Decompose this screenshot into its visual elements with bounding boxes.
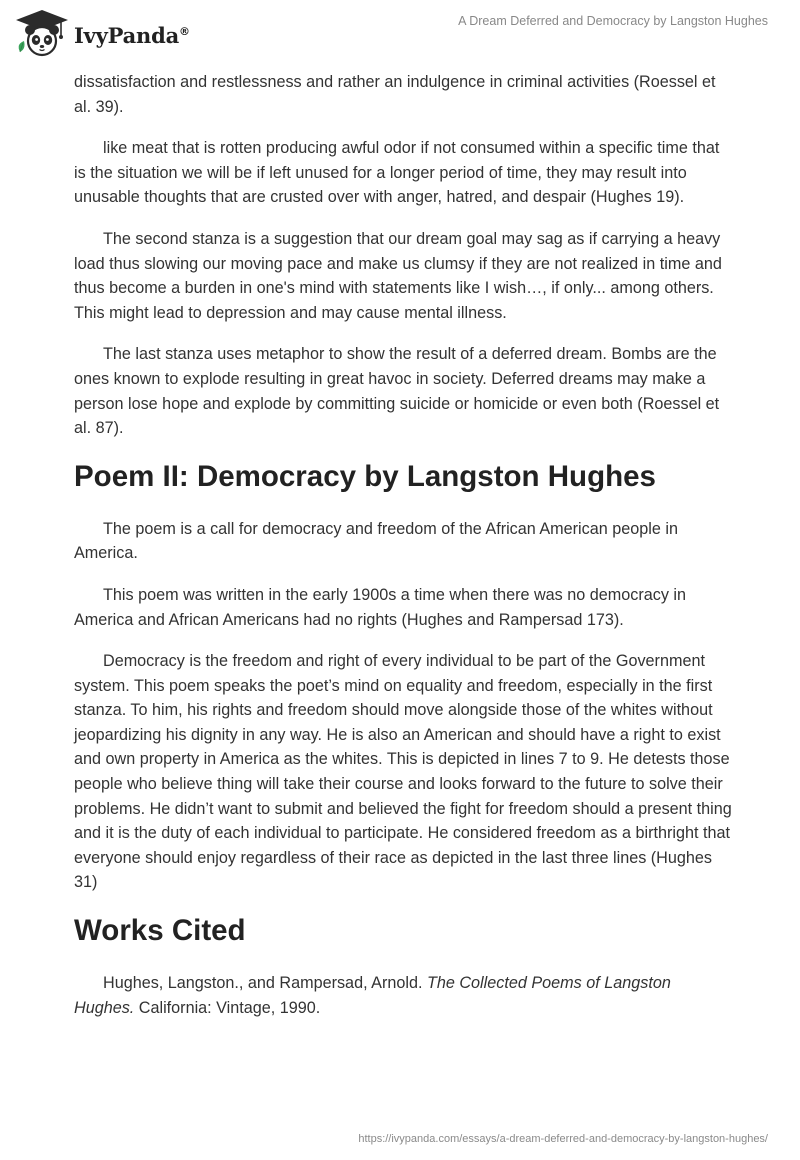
section-heading-works-cited: Works Cited xyxy=(74,914,246,948)
essay-content xyxy=(74,70,734,1037)
citation-title: The Collected Poems of Langston Hughes. xyxy=(74,974,671,1017)
brand-name: IvyPanda® xyxy=(74,22,190,48)
page-header xyxy=(0,0,800,70)
document-title: A Dream Deferred and Democracy by Langston Hughes xyxy=(458,14,768,28)
paragraph: The second stanza is a suggestion that our dream goal may sag as if carrying a heavy load thus slowing our moving pace and make us clumsy if they are not realized in time and thus become a burden in one's mind with statements like I wish…, if only... among others. This might lead to depression and may cause mental illness. xyxy=(74,229,722,322)
paragraph: The poem is a call for democracy and freedom of the African American people in America. xyxy=(74,519,678,563)
source-url[interactable]: https://ivypanda.com/essays/a-dream-deferred-and-democracy-by-langston-hughes/ xyxy=(358,1133,768,1145)
paragraph: like meat that is rotten producing awful odor if not consumed within a specific time that is the situation we will be if left unused for a longer period of time, they may result into unusable thoughts that are crusted over with anger, hatred, and despair (Hughes 19). xyxy=(74,139,720,207)
citation-entry xyxy=(74,971,734,1020)
citation-authors: Hughes, Langston., and Rampersad, Arnold. xyxy=(103,974,427,993)
paragraph: dissatisfaction and restlessness and rather an indulgence in criminal activities (Roessel et al. 39). xyxy=(74,73,716,116)
panda-graduate-icon xyxy=(14,8,70,58)
ivypanda-logo[interactable] xyxy=(14,8,190,58)
paragraph: The last stanza uses metaphor to show the result of a deferred dream. Bombs are the ones known to explode resulting in great havoc in society. Deferred dreams may make a person lose hope and explode by committing suicide or homicide or even both (Roessel et al. 87). xyxy=(74,345,720,438)
paragraph: This poem was written in the early 1900s a time when there was no democracy in America and African Americans had no rights (Hughes and Rampersad 173). xyxy=(74,585,687,629)
paragraph: Democracy is the freedom and right of every individual to be part of the Government system. This poem speaks the poet’s mind on equality and freedom, especially in the first stanza. To him, his rights and freedom should move alongside those of the whites without jeopardizing his dignity in any way. He is also an American and should have a right to exist and own property in America as the whites. This is depicted in lines 7 to 9. He detests those people who believe thing will take their course and looks forward to the future to solve their problems. He didn’t want to submit and believed the fight for freedom should a present thing and it is the duty of each individual to participate. He considered freedom as a birthright that everyone should enjoy regardless of their race as depicted in the last three lines (Hughes 31) xyxy=(74,652,732,892)
section-heading-poem-2: Poem II: Democracy by Langston Hughes xyxy=(74,459,656,493)
citation-publisher: California: Vintage, 1990. xyxy=(134,998,321,1017)
